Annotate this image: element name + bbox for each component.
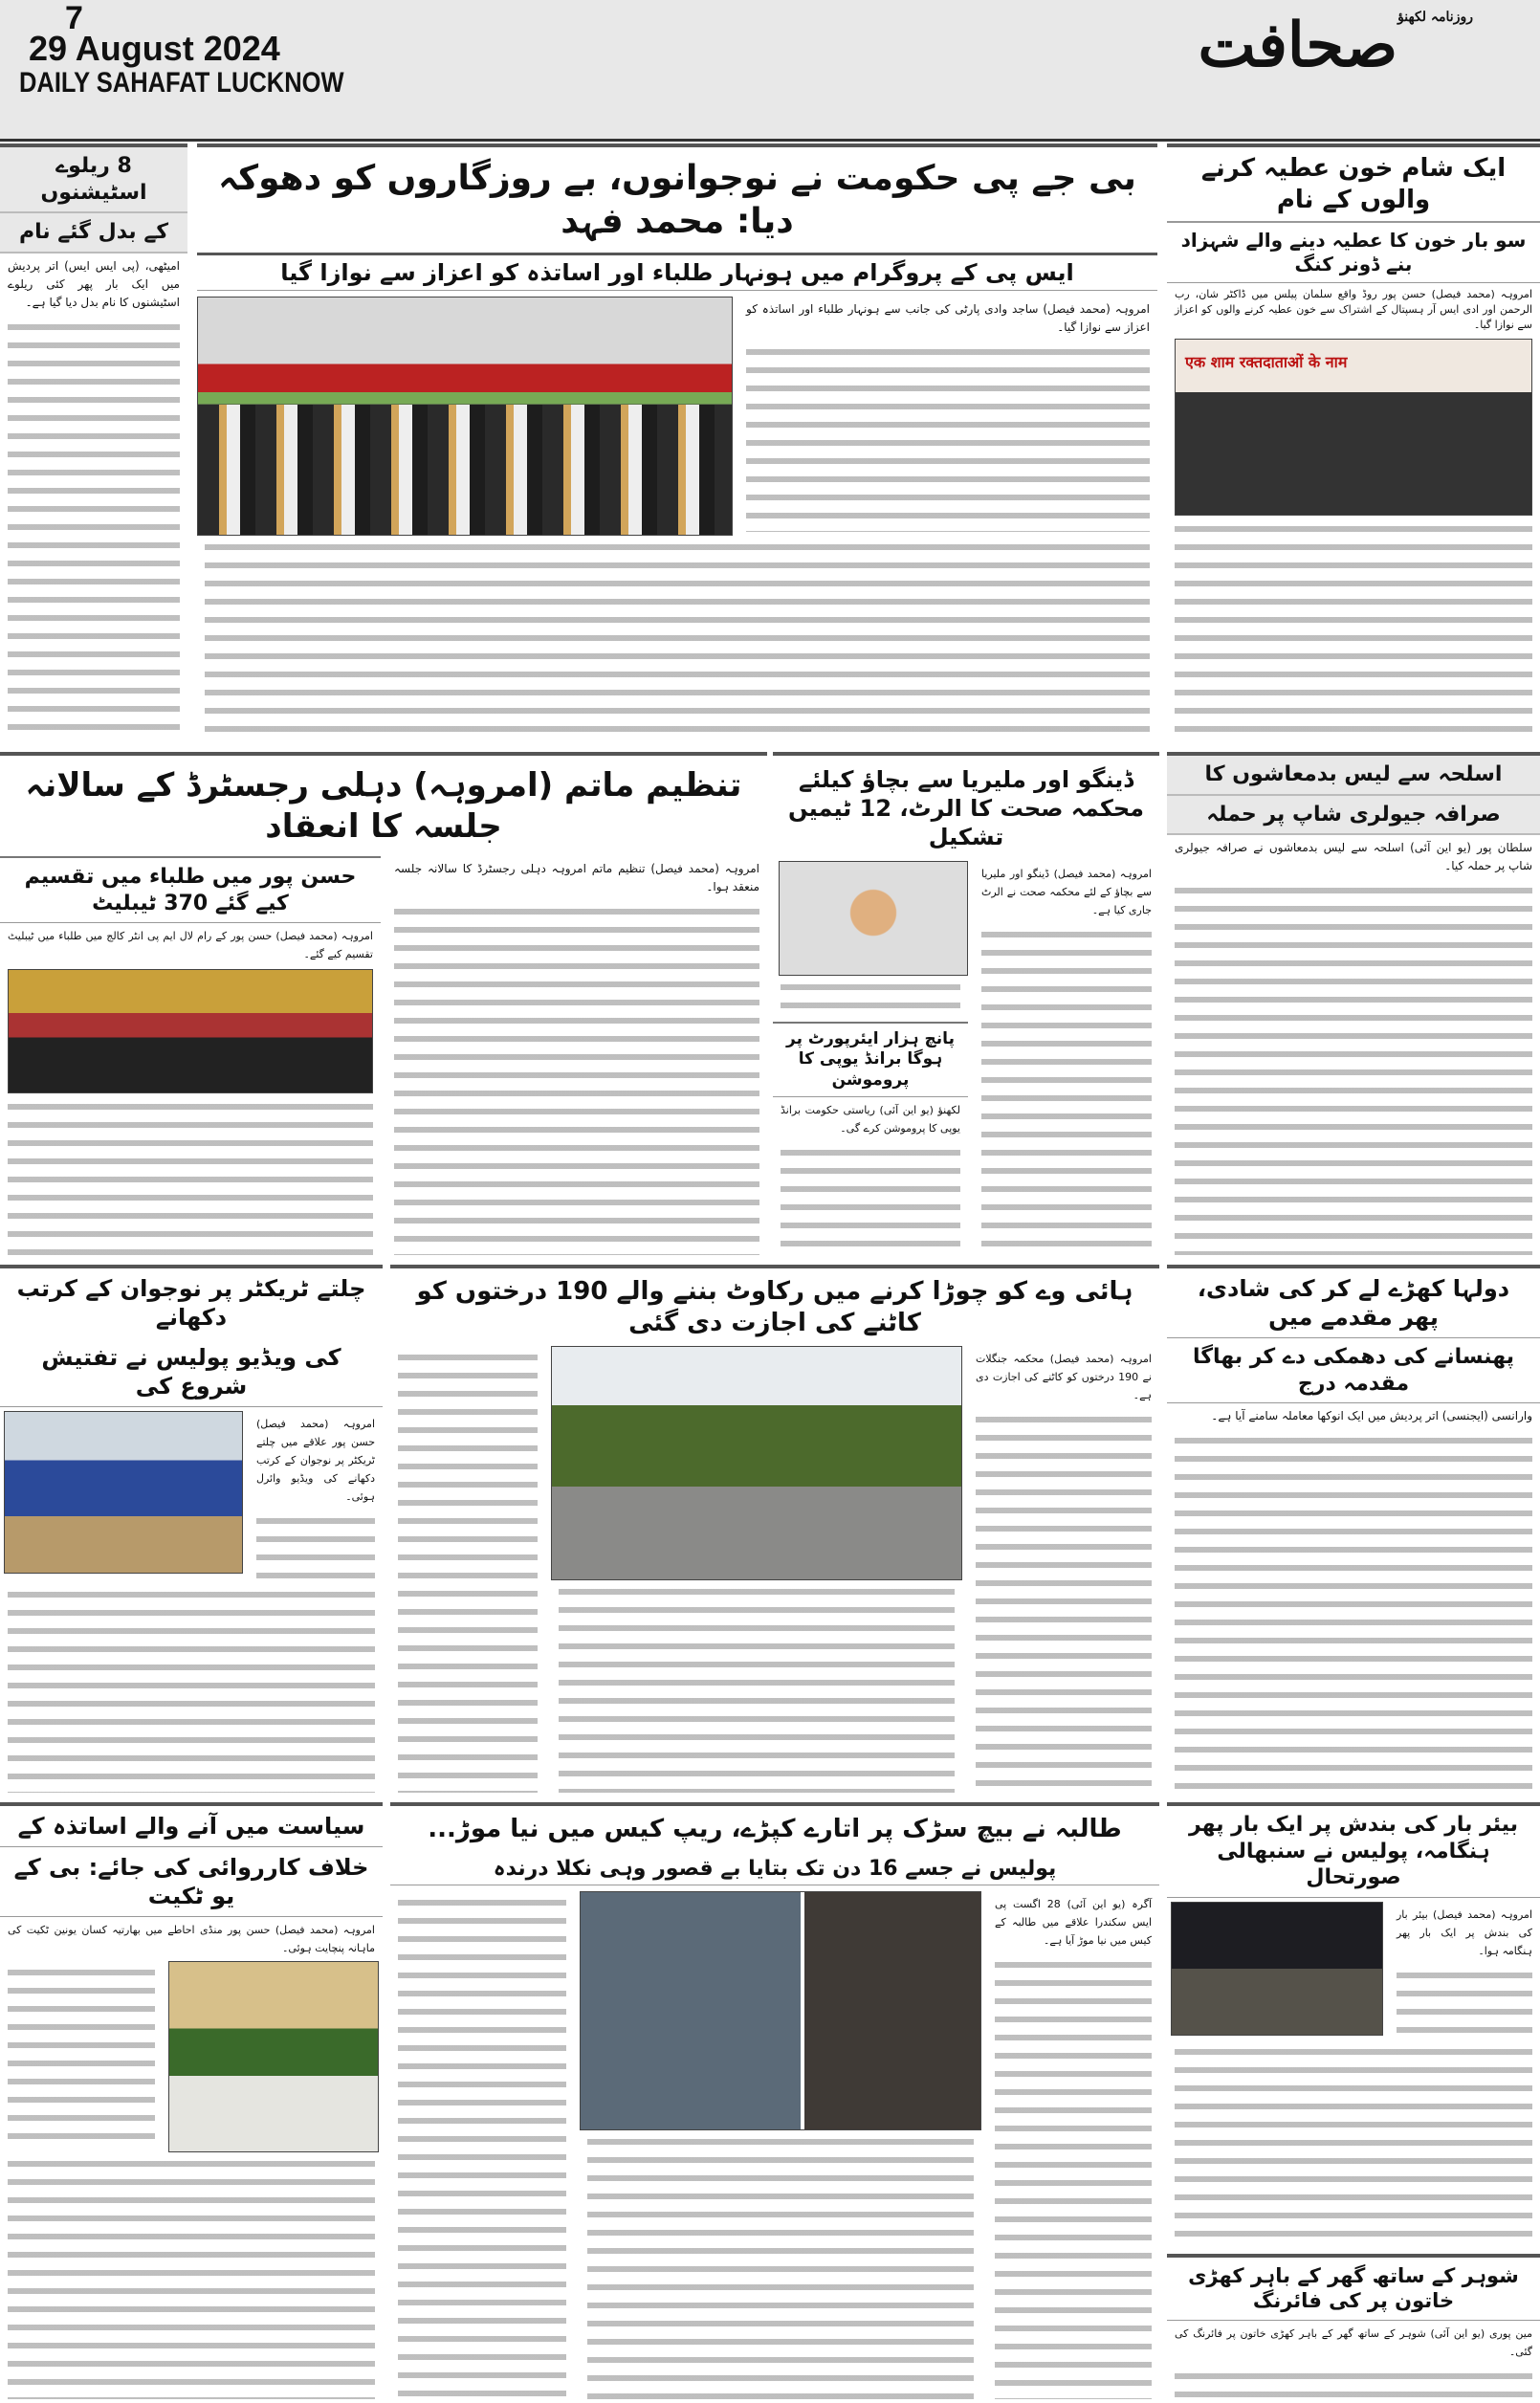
article-dengue <box>773 752 1159 1259</box>
lead: وارانسی (ایجنسی) اتر پردیش میں ایک انوکھا معاملہ سامنے آیا ہے۔ <box>1211 1409 1532 1422</box>
lead: امروہہ (محمد فیصل) محکمہ جنگلات نے 190 درختوں کو کاٹنے کی اجازت دی ہے۔ <box>976 1353 1152 1401</box>
headline: سیاست میں آنے والے اساتذہ کے <box>0 1806 383 1847</box>
lead: سلطان پور (یو این آئی) اسلحہ سے لیس بدمعاشوں نے صرافہ جیولری شاپ پر حملہ کیا۔ <box>1175 841 1532 872</box>
article-shohar <box>1167 2254 1540 2403</box>
highway-trees-photo <box>551 1346 962 1580</box>
body-text <box>398 1895 566 2400</box>
headline: چلتے ٹریکٹر پر نوجوان کے کرتب دکھانے <box>16 1275 366 1331</box>
blood-donation-photo <box>1175 339 1532 516</box>
headline: ڈینگو اور ملیریا سے بچاؤ کیلئے محکمہ صحت کا الرٹ، 12 ٹیمیں تشکیل <box>787 766 1144 850</box>
body-text <box>559 1584 955 1793</box>
article-airport-lead: لکھنؤ (یو این آئی) ریاستی حکومت برانڈ یوپی کا پروموشن کرے گی۔ <box>781 1103 960 1135</box>
lead: امروہہ (محمد فیصل) بیئر بار کی بندش پر ایک بار پھر ہنگامہ ہوا۔ <box>1397 1907 1532 1957</box>
body-text <box>1175 521 1532 742</box>
subheadline: پولیس نے جسے 16 دن تک بتایا بے قصور وہی نکلا درندہ <box>390 1853 1159 1885</box>
article-talaba <box>390 1802 1159 2403</box>
body-text <box>1175 1433 1532 1793</box>
body-text <box>1175 883 1532 1255</box>
headline-2: خلاف کارروائی کی جائے: بی کے یو ٹکیت <box>0 1847 383 1917</box>
article-matam <box>0 752 767 1259</box>
farmers-photo <box>168 1961 379 2152</box>
paper-name: DAILY SAHAFAT LUCKNOW <box>19 67 344 99</box>
body-text <box>8 1099 373 1255</box>
article-railway <box>0 143 187 746</box>
lead: امروہہ (محمد فیصل) ساجد وادی پارٹی کی جانب سے ہونہار طلباء اور اساتذہ کو اعزاز سے نوازا گیا۔ <box>746 302 1150 334</box>
body-text <box>995 1957 1152 2400</box>
issue-date: 29 August 2024 <box>29 29 280 68</box>
headline-2: صرافہ جیولری شاپ پر حملہ <box>1167 796 1540 836</box>
body-text <box>8 320 180 743</box>
body-text <box>1175 2044 1532 2249</box>
subheadline: ایس پی کے پروگرام میں ہونہار طلباء اور اساتذہ کو اعزاز سے نوازا گیا <box>197 255 1157 291</box>
article-dulha <box>1167 1265 1540 1797</box>
article-bjp <box>197 143 1157 746</box>
banner-text: एक शाम रक्तदाताओं के नाम <box>1185 353 1348 371</box>
headline-2: کے بدل گئے نام <box>0 213 187 254</box>
lead: امیٹھی، (پی ایس ایس) اتر پردیش میں ایک بار پھر کئی ریلوے اسٹیشنوں کا نام بدل دیا گیا ہے۔ <box>8 258 180 309</box>
lead: امروہہ (محمد فیصل) حسن پور کے رام لال ایم پی انٹر کالج میں طلباء میں ٹیبلیٹ تقسیم کیے گئے۔ <box>8 930 373 960</box>
body-text <box>1175 2369 1532 2400</box>
headline-2: کی ویڈیو پولیس نے تفتیش شروع کی <box>0 1337 383 1407</box>
article-hasanpur <box>0 856 381 1259</box>
headline: طالبہ نے بیچ سڑک پر اتارے کپڑے، ریپ کیس میں نیا موڑ... <box>428 1815 1122 1843</box>
headline: 8 ریلوے اسٹیشنوں <box>0 147 187 213</box>
lead: امروہہ (محمد فیصل) ڈینگو اور ملیریا سے بچاؤ کے لئے محکمہ صحت نے الرٹ جاری کیا ہے۔ <box>981 868 1152 916</box>
article-tractor <box>0 1265 383 1797</box>
body-text <box>587 2134 974 2400</box>
headline: ہائی وے کو چوڑا کرنے میں رکاوٹ بننے والے 190 درختوں کو کاٹنے کی اجازت دی گئی <box>416 1277 1133 1337</box>
incident-photo <box>580 1891 981 2130</box>
lead: آگرہ (یو این آئی) 28 اگست پی ایس سکندرا علاقے میں طالبہ کے کیس میں نیا موڑ آیا ہے۔ <box>995 1897 1152 1947</box>
mosquito-illustration <box>779 861 968 976</box>
masthead <box>0 0 1540 142</box>
headline: حسن پور میں طلباء میں تقسیم کیے گئے 370 ٹیبلیٹ <box>0 858 381 923</box>
article-highway-trees <box>390 1265 1159 1797</box>
lead: امروہہ (محمد فیصل) حسن پور منڈی احاطے میں بھارتیہ کسان یونین ٹکیت کی ماہانہ پنچایت ہوئی۔ <box>8 1924 375 1954</box>
tablet-distribution-photo <box>8 969 373 1093</box>
headline: تنظیم ماتم (امروہہ) دہلی رجسٹرڈ کے سالانہ جلسہ کا انعقاد <box>25 766 742 846</box>
headline: بی جے پی حکومت نے نوجوانوں، بے روزگاروں کو دھوکہ دیا: محمد فہد <box>197 147 1157 255</box>
lead: امروہہ (محمد فیصل) تنظیم ماتم امروہہ دہلی رجسٹرڈ کا سالانہ جلسہ منعقد ہوا۔ <box>394 862 759 893</box>
lead: امروہہ (محمد فیصل) حسن پور روڈ واقع سلمان پیلس میں ڈاکٹر شان، رب الرحمن اور ادی ایس آر ہسپتال کے اشتراک سے خون عطیہ کرنے والوں کو اعزاز سے نوازا گیا۔ <box>1175 288 1532 331</box>
body-text <box>981 927 1152 1255</box>
body-text <box>8 2156 375 2399</box>
article-beer-bar <box>1167 1802 1540 2252</box>
headline: ایک شام خون عطیہ کرنے والوں کے نام <box>1167 147 1540 223</box>
lead: امروہہ (محمد فیصل) حسن پور علاقے میں چلتے ٹریکٹر پر نوجوان کے کرتب دکھانے کی ویڈیو وائرل ہوئی۔ <box>256 1418 375 1503</box>
body-text <box>256 1513 375 1579</box>
article-jewelry <box>1167 752 1540 1259</box>
sahafat-logo: $^{روزنامہ لکھنؤ}$صحافت <box>1198 10 1473 81</box>
subheadline: سو بار خون کا عطیہ دینے والے شہزاد بنے ڈونر کنگ <box>1167 223 1540 283</box>
article-blood-donation <box>1167 143 1540 746</box>
body-text <box>1397 1968 1532 2037</box>
headline-2: پھنسانے کی دھمکی دے کر بھاگا مقدمہ درج <box>1167 1338 1540 1403</box>
page-number: 7 <box>65 0 83 36</box>
body-text <box>781 1145 960 1255</box>
body-text <box>8 1587 375 1793</box>
body-text <box>746 344 1150 532</box>
body-text <box>398 1350 538 1793</box>
award-photo <box>197 297 733 536</box>
article-airport-headline: پانچ ہزار ایئرپورٹ پر ہوگا برانڈ یوپی کا پروموشن <box>773 1022 968 1097</box>
police-night-photo <box>1171 1902 1383 2036</box>
lead: مین پوری (یو این آئی) شوہر کے ساتھ گھر کے باہر کھڑی خاتون پر فائرنگ کی گئی۔ <box>1175 2326 1532 2358</box>
headline: شوہر کے ساتھ گھر کے باہر کھڑی خاتون پر کی فائرنگ <box>1167 2258 1540 2321</box>
headline: بیئر بار کی بندش پر ایک بار پھر ہنگامہ، پولیس نے سنبھالی صورتحال <box>1167 1806 1540 1898</box>
body-text <box>976 1412 1152 1793</box>
body-text <box>205 540 1150 742</box>
headline: دولہا کھڑے لے کر کی شادی، پھر مقدمے میں <box>1167 1268 1540 1338</box>
body-text <box>8 1965 155 2149</box>
headline: اسلحہ سے لیس بدمعاشوں کا <box>1167 756 1540 796</box>
body-text <box>394 904 759 1255</box>
body-text <box>781 980 960 1018</box>
tractor-photo <box>4 1411 243 1574</box>
article-siyasat <box>0 1802 383 2403</box>
